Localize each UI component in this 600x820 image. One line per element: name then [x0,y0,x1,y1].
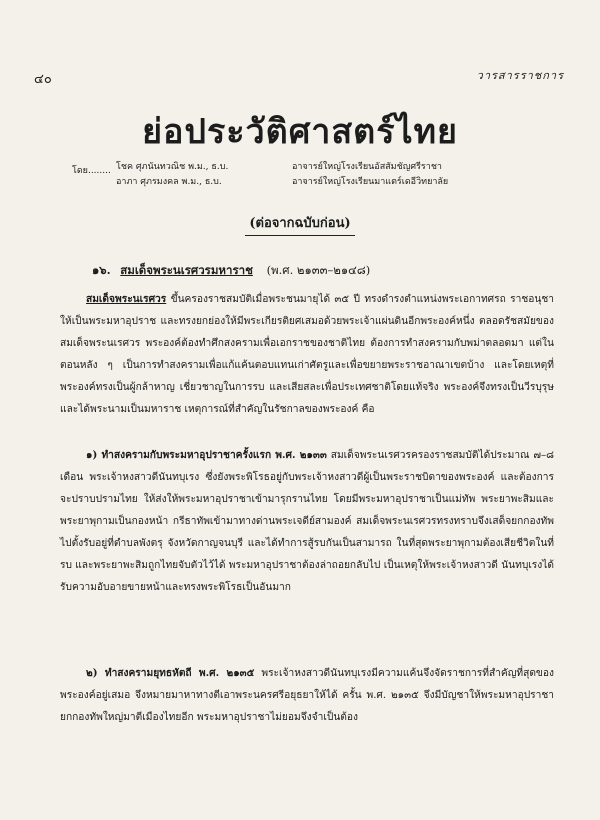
paragraph [60,444,554,599]
continued-note-text: (ต่อจากฉบับก่อน) [245,212,354,236]
section-heading [92,262,370,280]
paragraph [60,288,554,421]
paragraph-lead: ๑) ทำสงครามกับพระมหาอุปราชาครั้งแรก พ.ศ. ๒๑๓๓ [86,449,327,461]
author-by-label: โดย........ [72,166,111,176]
article-title: ย่อประวัติศาสตร์ไทย [142,112,458,152]
journal-name: วารสารราชการ [476,69,564,82]
paragraph-text: สมเด็จพระนเรศวรครองราชสมบัติได้ประมาณ ๗–๘ เดือน พระเจ้าหงสาวดีนันทบุเรง ซึ่งยังพระพิโรธอยู่กับพระเจ้าหงสาวดีผู้เป็นพระราชบิดาของพระองค์ และต้องการจะปราบปรามไทย ให้ส่งให้พระมหาอุปราชาเข้ามารุกรานไทย โดยมีพระมหาอุปราชาเป็นแม่ทัพ พระยาพะสิมและพระยาพุกามเป็นกองหน้า กรีธาทัพเข้ามาทางด่านพระเจดีย์สามองค์ สมเด็จพระนเรศวรทรงทราบจึงเสด็จยกกองทัพไปตั้งรับอยู่ที่ตำบลพังตรุ จังหวัดกาญจนบุรี และได้ทำการสู้รบกันเป็นสามารถ ในที่สุดพระยาพุกามต้องเสียชีวิตในที่รบ และพระยาพะสิมถูกไทยจับตัวไว้ได้ พระมหาอุปราชาต้องล่าถอยกลับไป เป็นเหตุให้พระเจ้าหงสาวดี นันทบุเรงได้รับความอับอายขายหน้าและทรงพระพิโรธเป็นอันมาก [60,450,554,593]
page-number: ๔๐ [34,72,52,87]
author-position: อาจารย์ใหญ่โรงเรียนมาแตร์เดอีวิทยาลัย [292,177,449,187]
paragraph [60,662,554,729]
author-position: อาจารย์ใหญ่โรงเรียนอัสสัมชัญศรีราชา [292,162,442,172]
author-name: อาภา ศุภรมงคล พ.ม., ธ.บ. [116,177,222,187]
paragraph-lead: ๒) ทำสงครามยุทธหัตถี พ.ศ. ๒๑๓๕ [86,667,255,679]
section-title: สมเด็จพระนเรศวรมหาราช [120,263,253,277]
paragraph-lead: สมเด็จพระนเรศวร [86,293,167,305]
section-date-range: (พ.ศ. ๒๑๓๓–๒๑๔๘) [266,263,371,277]
section-number: ๑๖. [92,263,111,277]
continued-note [0,212,600,236]
author-name: โชค ศุภนันทวณิช พ.ม., ธ.บ. [116,162,229,172]
paragraph-text: ขึ้นครองราชสมบัติเมื่อพระชนมายุได้ ๓๕ ปี ทรงดำรงตำแหน่งพระเอกาทศรถ ราชอนุชาให้เป็นพระมหาอุปราช และทรงยกย่องให้มีพระเกียรติยศเสมอด้วยพระเจ้าแผ่นดินอีกพระองค์หนึ่ง ตลอดรัชสมัยของสมเด็จพระนเรศวร พระองค์ต้องทำศึกสงครามเพื่อเอกราชของชาติไทย ต้องการทำสงครามกับพม่าตลอดมา แต่ในตอนหลัง ๆ เป็นการทำสงครามเพื่อแก้แค้นตอบแทนเก่าศัตรูและเพื่อขยายพระราชอาณาเขตบ้าง และโดยเหตุที่พระองค์ทรงเป็นผู้กล้าหาญ เชี่ยวชาญในการรบ และเสียสละเพื่อประเทศชาติโดยแท้จริง พระองค์จึงทรงเป็นวีรบุรุษ และได้พระนามเป็นมหาราช เหตุการณ์ที่สำคัญในรัชกาลของพระองค์ คือ [60,294,554,415]
paragraph-text: พระเจ้าหงสาวดีนันทบุเรงมีความแค้นจึงจัดราชการที่สำคัญที่สุดของพระองค์อยู่เสมอ จึงหมายมาหาทางตีเอาพระนครศรีอยุธยาให้ได้ ครั้น พ.ศ. ๒๑๓๕ จึงมีบัญชาให้พระมหาอุปราชายกกองทัพใหญ่มาตีเมืองไทยอีก พระมหาอุปราชาไม่ยอมจึงจำเป็นต้อง [60,668,554,723]
